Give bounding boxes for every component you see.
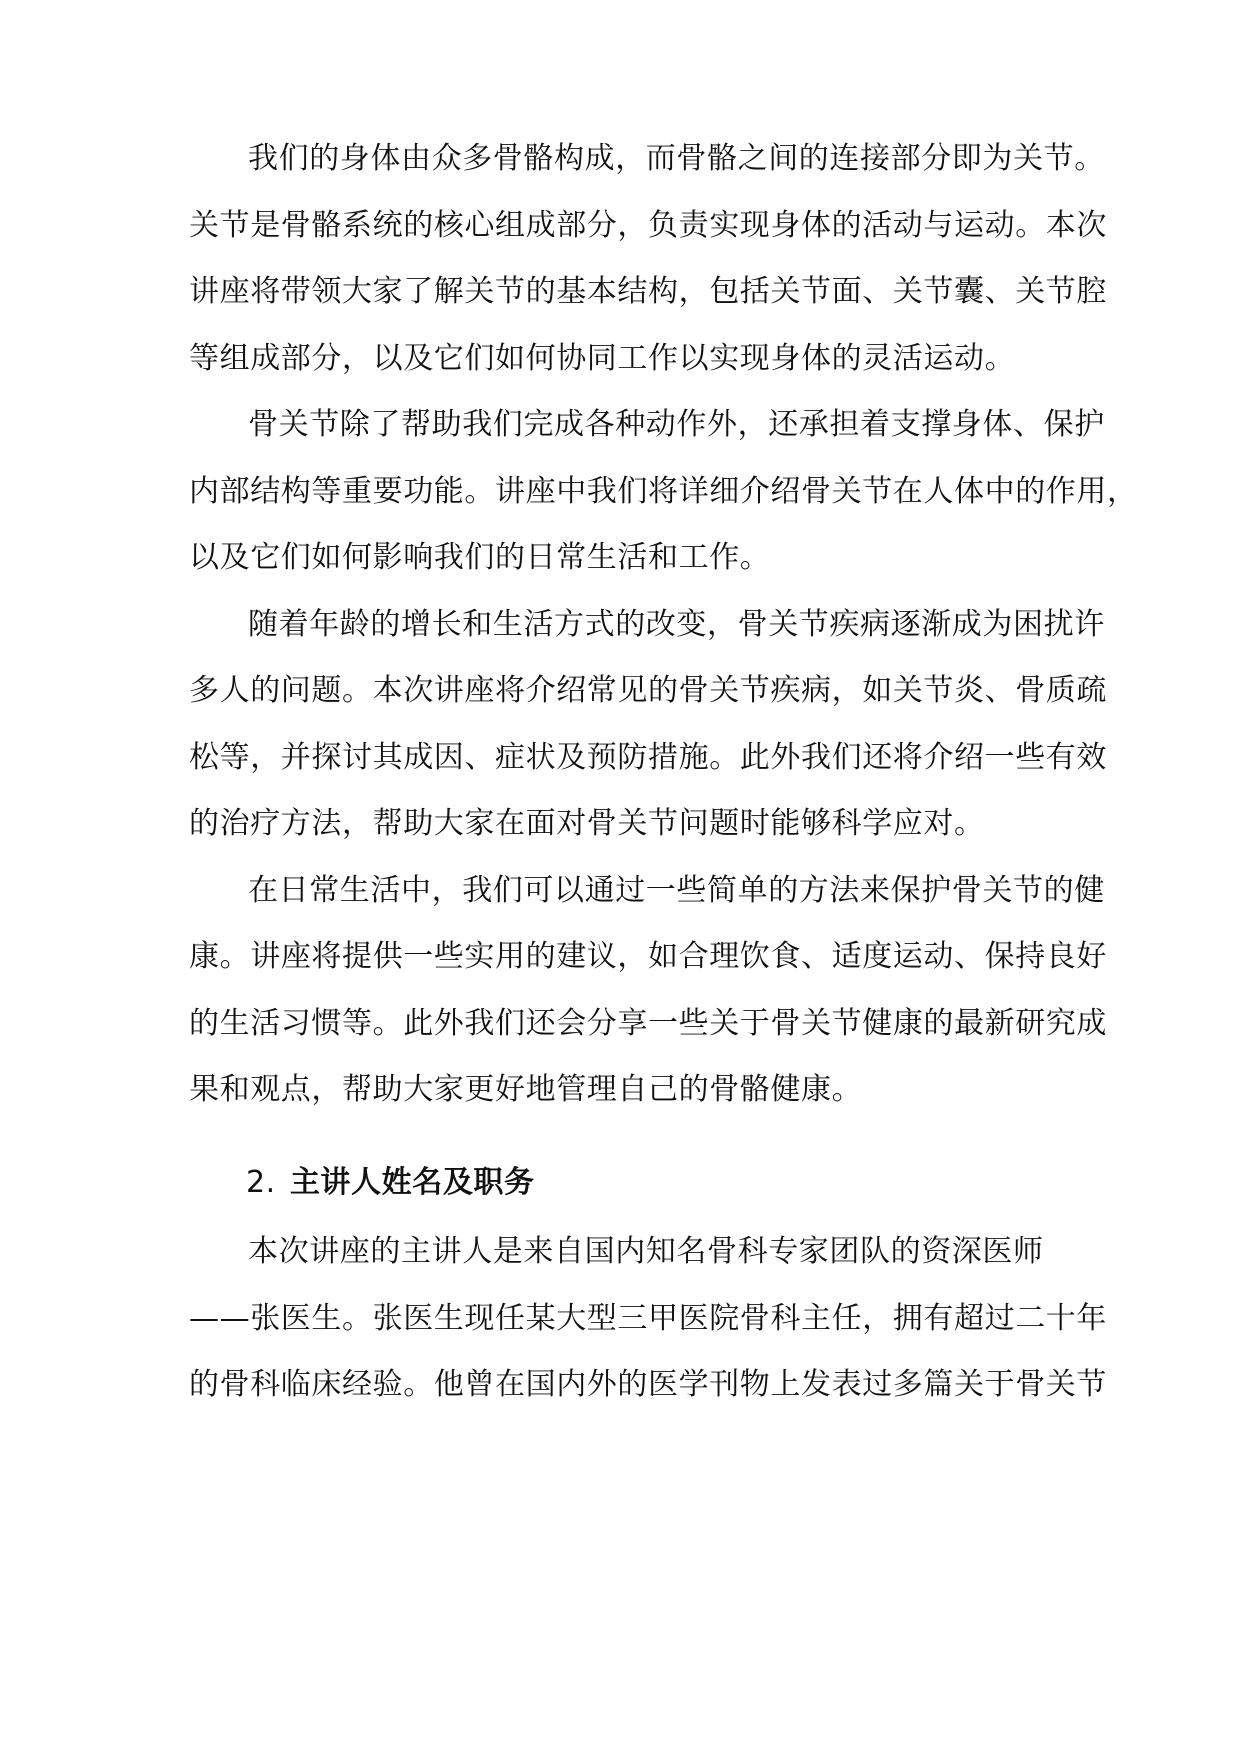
- paragraph-4-line-4: 果和观点，帮助大家更好地管理自己的骨骼健康。: [189, 1072, 863, 1107]
- speaker-paragraph-line-2: ——张医生。张医生现任某大型三甲医院骨科主任，拥有超过二十年: [189, 1301, 1107, 1336]
- paragraph-4-line-1: 在日常生活中，我们可以通过一些简单的方法来保护骨关节的健: [248, 873, 1105, 908]
- section-heading: [246, 1163, 535, 1203]
- paragraph-1-line-2: 关节是骨骼系统的核心组成部分，负责实现身体的活动与运动。本次: [189, 208, 1107, 243]
- paragraph-4-line-3: 的生活习惯等。此外我们还会分享一些关于骨关节健康的最新研究成: [189, 1006, 1107, 1041]
- paragraph-1-line-4: 等组成部分，以及它们如何协同工作以实现身体的灵活运动。: [189, 341, 1016, 376]
- paragraph-3-line-4: 的治疗方法，帮助大家在面对骨关节问题时能够科学应对。: [189, 806, 985, 841]
- paragraph-2-line-2: 内部结构等重要功能。讲座中我们将详细介绍骨关节在人体中的作用，: [189, 474, 1138, 509]
- paragraph-3-line-1: 随着年龄的增长和生活方式的改变，骨关节疾病逐渐成为困扰许: [248, 607, 1105, 642]
- paragraph-2-line-3: 以及它们如何影响我们的日常生活和工作。: [189, 540, 771, 575]
- paragraph-1-line-1: 我们的身体由众多骨骼构成，而骨骼之间的连接部分即为关节。: [248, 141, 1105, 176]
- paragraph-4-line-2: 康。讲座将提供一些实用的建议，如合理饮食、适度运动、保持良好: [189, 939, 1107, 974]
- speaker-paragraph-line-1: 本次讲座的主讲人是来自国内知名骨科专家团队的资深医师: [248, 1234, 1044, 1269]
- paragraph-2-line-1: 骨关节除了帮助我们完成各种动作外，还承担着支撑身体、保护: [248, 407, 1105, 442]
- section-title: 主讲人姓名及职务: [289, 1165, 535, 1200]
- speaker-paragraph-line-3: 的骨科临床经验。他曾在国内外的医学刊物上发表过多篇关于骨关节: [189, 1367, 1107, 1402]
- paragraph-1-line-3: 讲座将带领大家了解关节的基本结构，包括关节面、关节囊、关节腔: [189, 274, 1107, 309]
- section-number: 2.: [246, 1165, 276, 1200]
- paragraph-3-line-3: 松等，并探讨其成因、症状及预防措施。此外我们还将介绍一些有效: [189, 740, 1107, 775]
- paragraph-3-line-2: 多人的问题。本次讲座将介绍常见的骨关节疾病，如关节炎、骨质疏: [189, 673, 1107, 708]
